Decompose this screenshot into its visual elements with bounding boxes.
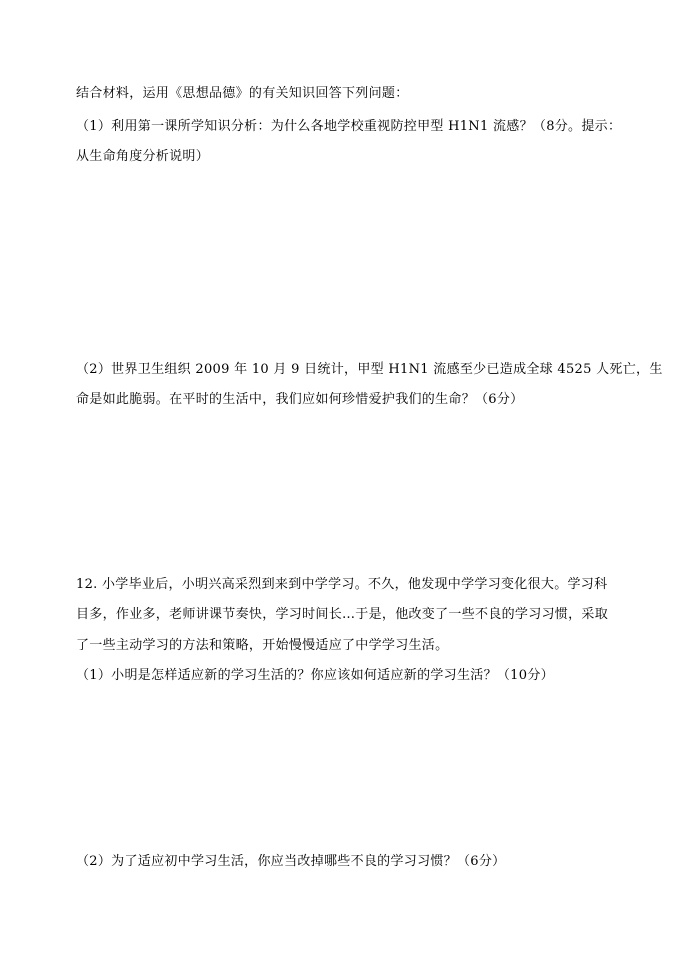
question-12-line-1: 12. 小学毕业后，小明兴高采烈到来到中学学习。不久，他发现中学学习变化很大。学习科 xyxy=(76,577,608,592)
question-1-line-1: （1）利用第一课所学知识分析：为什么各地学校重视防控甲型 H1N1 流感？（8分。提示： xyxy=(76,119,622,134)
question-12-subquestion-1: （1）小明是怎样适应新的学习生活的？你应该如何适应新的学习生活？（10分） xyxy=(76,668,554,683)
intro-text: 结合材料，运用《思想品德》的有关知识回答下列问题： xyxy=(76,86,409,101)
question-1-line-2: 从生命角度分析说明） xyxy=(76,149,210,164)
question-2-line-2: 命是如此脆弱。在平时的生活中，我们应如何珍惜爱护我们的生命？（6分） xyxy=(76,392,524,407)
question-12-line-2: 目多，作业多，老师讲课节奏快，学习时间长…于是，他改变了一些不良的学习习惯，采取 xyxy=(76,607,609,622)
question-2-line-1: （2）世界卫生组织 2009 年 10 月 9 日统计，甲型 H1N1 流感至少已造成全球 4525 人死亡，生 xyxy=(76,362,663,377)
question-12-subquestion-2: （2）为了适应初中学习生活，你应当改掉哪些不良的学习习惯？（6分） xyxy=(76,854,506,869)
question-12-line-3: 了一些主动学习的方法和策略，开始慢慢适应了中学学习生活。 xyxy=(76,638,449,653)
